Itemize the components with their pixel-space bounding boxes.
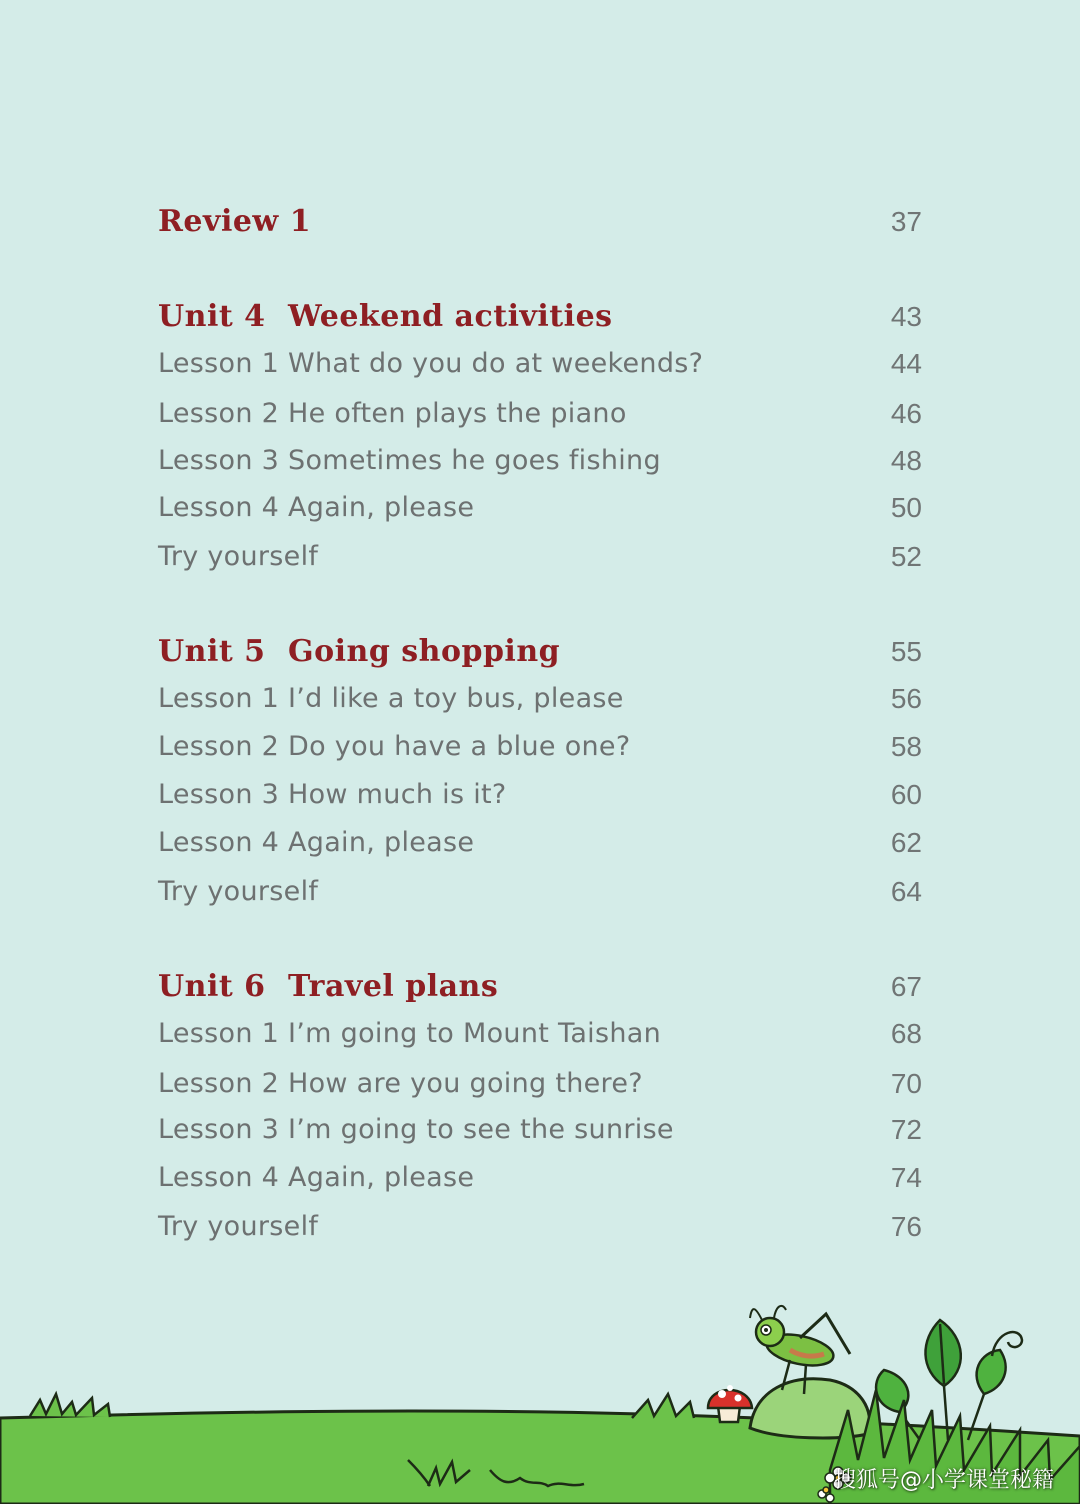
- toc-unit-heading-row[interactable]: [158, 297, 922, 337]
- lesson-title: I’m going to see the sunrise: [288, 1114, 674, 1145]
- lesson-page-number: 62: [890, 827, 922, 858]
- review-page-number: 37: [890, 206, 922, 237]
- toc-unit-heading-row[interactable]: [158, 967, 922, 1007]
- lesson-title: I’d like a toy bus, please: [288, 683, 624, 714]
- unit-heading: [158, 297, 613, 337]
- lesson-entry: [158, 1064, 643, 1104]
- lesson-page-number: 58: [890, 731, 922, 762]
- lesson-page-number: 74: [890, 1162, 922, 1193]
- toc-lesson-row[interactable]: [158, 394, 922, 434]
- lesson-page-number: 48: [890, 445, 922, 476]
- unit-title: Weekend activities: [288, 299, 613, 334]
- lesson-number: Lesson 4: [158, 492, 280, 523]
- toc-lesson-row[interactable]: [158, 441, 922, 481]
- toc-lesson-row[interactable]: [158, 775, 922, 815]
- unit-number: Unit 5: [158, 634, 266, 669]
- toc-try-yourself-row[interactable]: [158, 537, 922, 577]
- lesson-title: Sometimes he goes fishing: [288, 445, 661, 476]
- lesson-page-number: 72: [890, 1114, 922, 1145]
- toc-lesson-row[interactable]: [158, 1110, 922, 1150]
- lesson-page-number: 70: [890, 1068, 922, 1099]
- grass-tuft-left-icon: [30, 1394, 110, 1417]
- lesson-entry: [158, 344, 703, 384]
- lesson-title: How much is it?: [288, 779, 507, 810]
- toc-try-yourself-row[interactable]: [158, 1207, 922, 1247]
- toc-lesson-row[interactable]: [158, 679, 922, 719]
- try-yourself-page-number: 64: [890, 876, 922, 907]
- unit-heading: [158, 967, 498, 1007]
- lesson-page-number: 56: [890, 683, 922, 714]
- lesson-number: Lesson 4: [158, 827, 280, 858]
- lesson-entry: [158, 1158, 474, 1198]
- lesson-entry: [158, 1110, 674, 1150]
- try-yourself-title: Try yourself: [158, 876, 319, 907]
- toc-lesson-row[interactable]: [158, 1064, 922, 1104]
- unit-title: Travel plans: [288, 969, 499, 1004]
- unit-title: Going shopping: [288, 634, 561, 669]
- lesson-number: Lesson 2: [158, 398, 280, 429]
- lesson-entry: [158, 727, 630, 767]
- lesson-number: Lesson 3: [158, 1114, 280, 1145]
- toc-lesson-row[interactable]: [158, 488, 922, 528]
- toc-lesson-row[interactable]: [158, 727, 922, 767]
- lesson-title: Again, please: [288, 1162, 475, 1193]
- unit-number: Unit 6: [158, 969, 266, 1004]
- lesson-number: Lesson 1: [158, 348, 280, 379]
- try-yourself-title: Try yourself: [158, 541, 319, 572]
- toc-lesson-row[interactable]: [158, 344, 922, 384]
- unit-page-number: 43: [890, 301, 922, 332]
- toc-lesson-row[interactable]: [158, 823, 922, 863]
- lesson-number: Lesson 3: [158, 445, 280, 476]
- lesson-title: What do you do at weekends?: [288, 348, 704, 379]
- lesson-number: Lesson 1: [158, 683, 280, 714]
- lesson-entry: [158, 1014, 661, 1054]
- toc-unit-heading-row[interactable]: [158, 632, 922, 672]
- lesson-title: I’m going to Mount Taishan: [288, 1018, 662, 1049]
- lesson-entry: [158, 679, 624, 719]
- lesson-title: Again, please: [288, 492, 475, 523]
- try-yourself-title: Try yourself: [158, 1211, 319, 1242]
- unit-heading: [158, 632, 560, 672]
- lesson-number: Lesson 2: [158, 1068, 280, 1099]
- grass-tuft-center-icon: [632, 1394, 694, 1418]
- unit-page-number: 67: [890, 971, 922, 1002]
- toc-lesson-row[interactable]: [158, 1158, 922, 1198]
- watermark-text: 搜狐号@小学课堂秘籍: [833, 1468, 1054, 1493]
- try-yourself-page-number: 52: [890, 541, 922, 572]
- lesson-page-number: 68: [890, 1018, 922, 1049]
- review-title: Review 1: [158, 204, 312, 239]
- lesson-title: Do you have a blue one?: [288, 731, 631, 762]
- lesson-number: Lesson 1: [158, 1018, 280, 1049]
- lesson-page-number: 50: [890, 492, 922, 523]
- toc-review-row[interactable]: [158, 202, 922, 242]
- lesson-title: Again, please: [288, 827, 475, 858]
- lesson-title: He often plays the piano: [288, 398, 627, 429]
- toc-try-yourself-row[interactable]: [158, 872, 922, 912]
- try-yourself-page-number: 76: [890, 1211, 922, 1242]
- lesson-entry: [158, 441, 661, 481]
- lesson-page-number: 46: [890, 398, 922, 429]
- toc-lesson-row[interactable]: [158, 1014, 922, 1054]
- lesson-entry: [158, 488, 474, 528]
- unit-number: Unit 4: [158, 299, 266, 334]
- lesson-page-number: 44: [890, 348, 922, 379]
- lesson-number: Lesson 3: [158, 779, 280, 810]
- lesson-entry: [158, 775, 507, 815]
- unit-page-number: 55: [890, 636, 922, 667]
- lesson-entry: [158, 823, 474, 863]
- lesson-page-number: 60: [890, 779, 922, 810]
- lesson-number: Lesson 4: [158, 1162, 280, 1193]
- lesson-number: Lesson 2: [158, 731, 280, 762]
- lesson-entry: [158, 394, 627, 434]
- lesson-title: How are you going there?: [288, 1068, 643, 1099]
